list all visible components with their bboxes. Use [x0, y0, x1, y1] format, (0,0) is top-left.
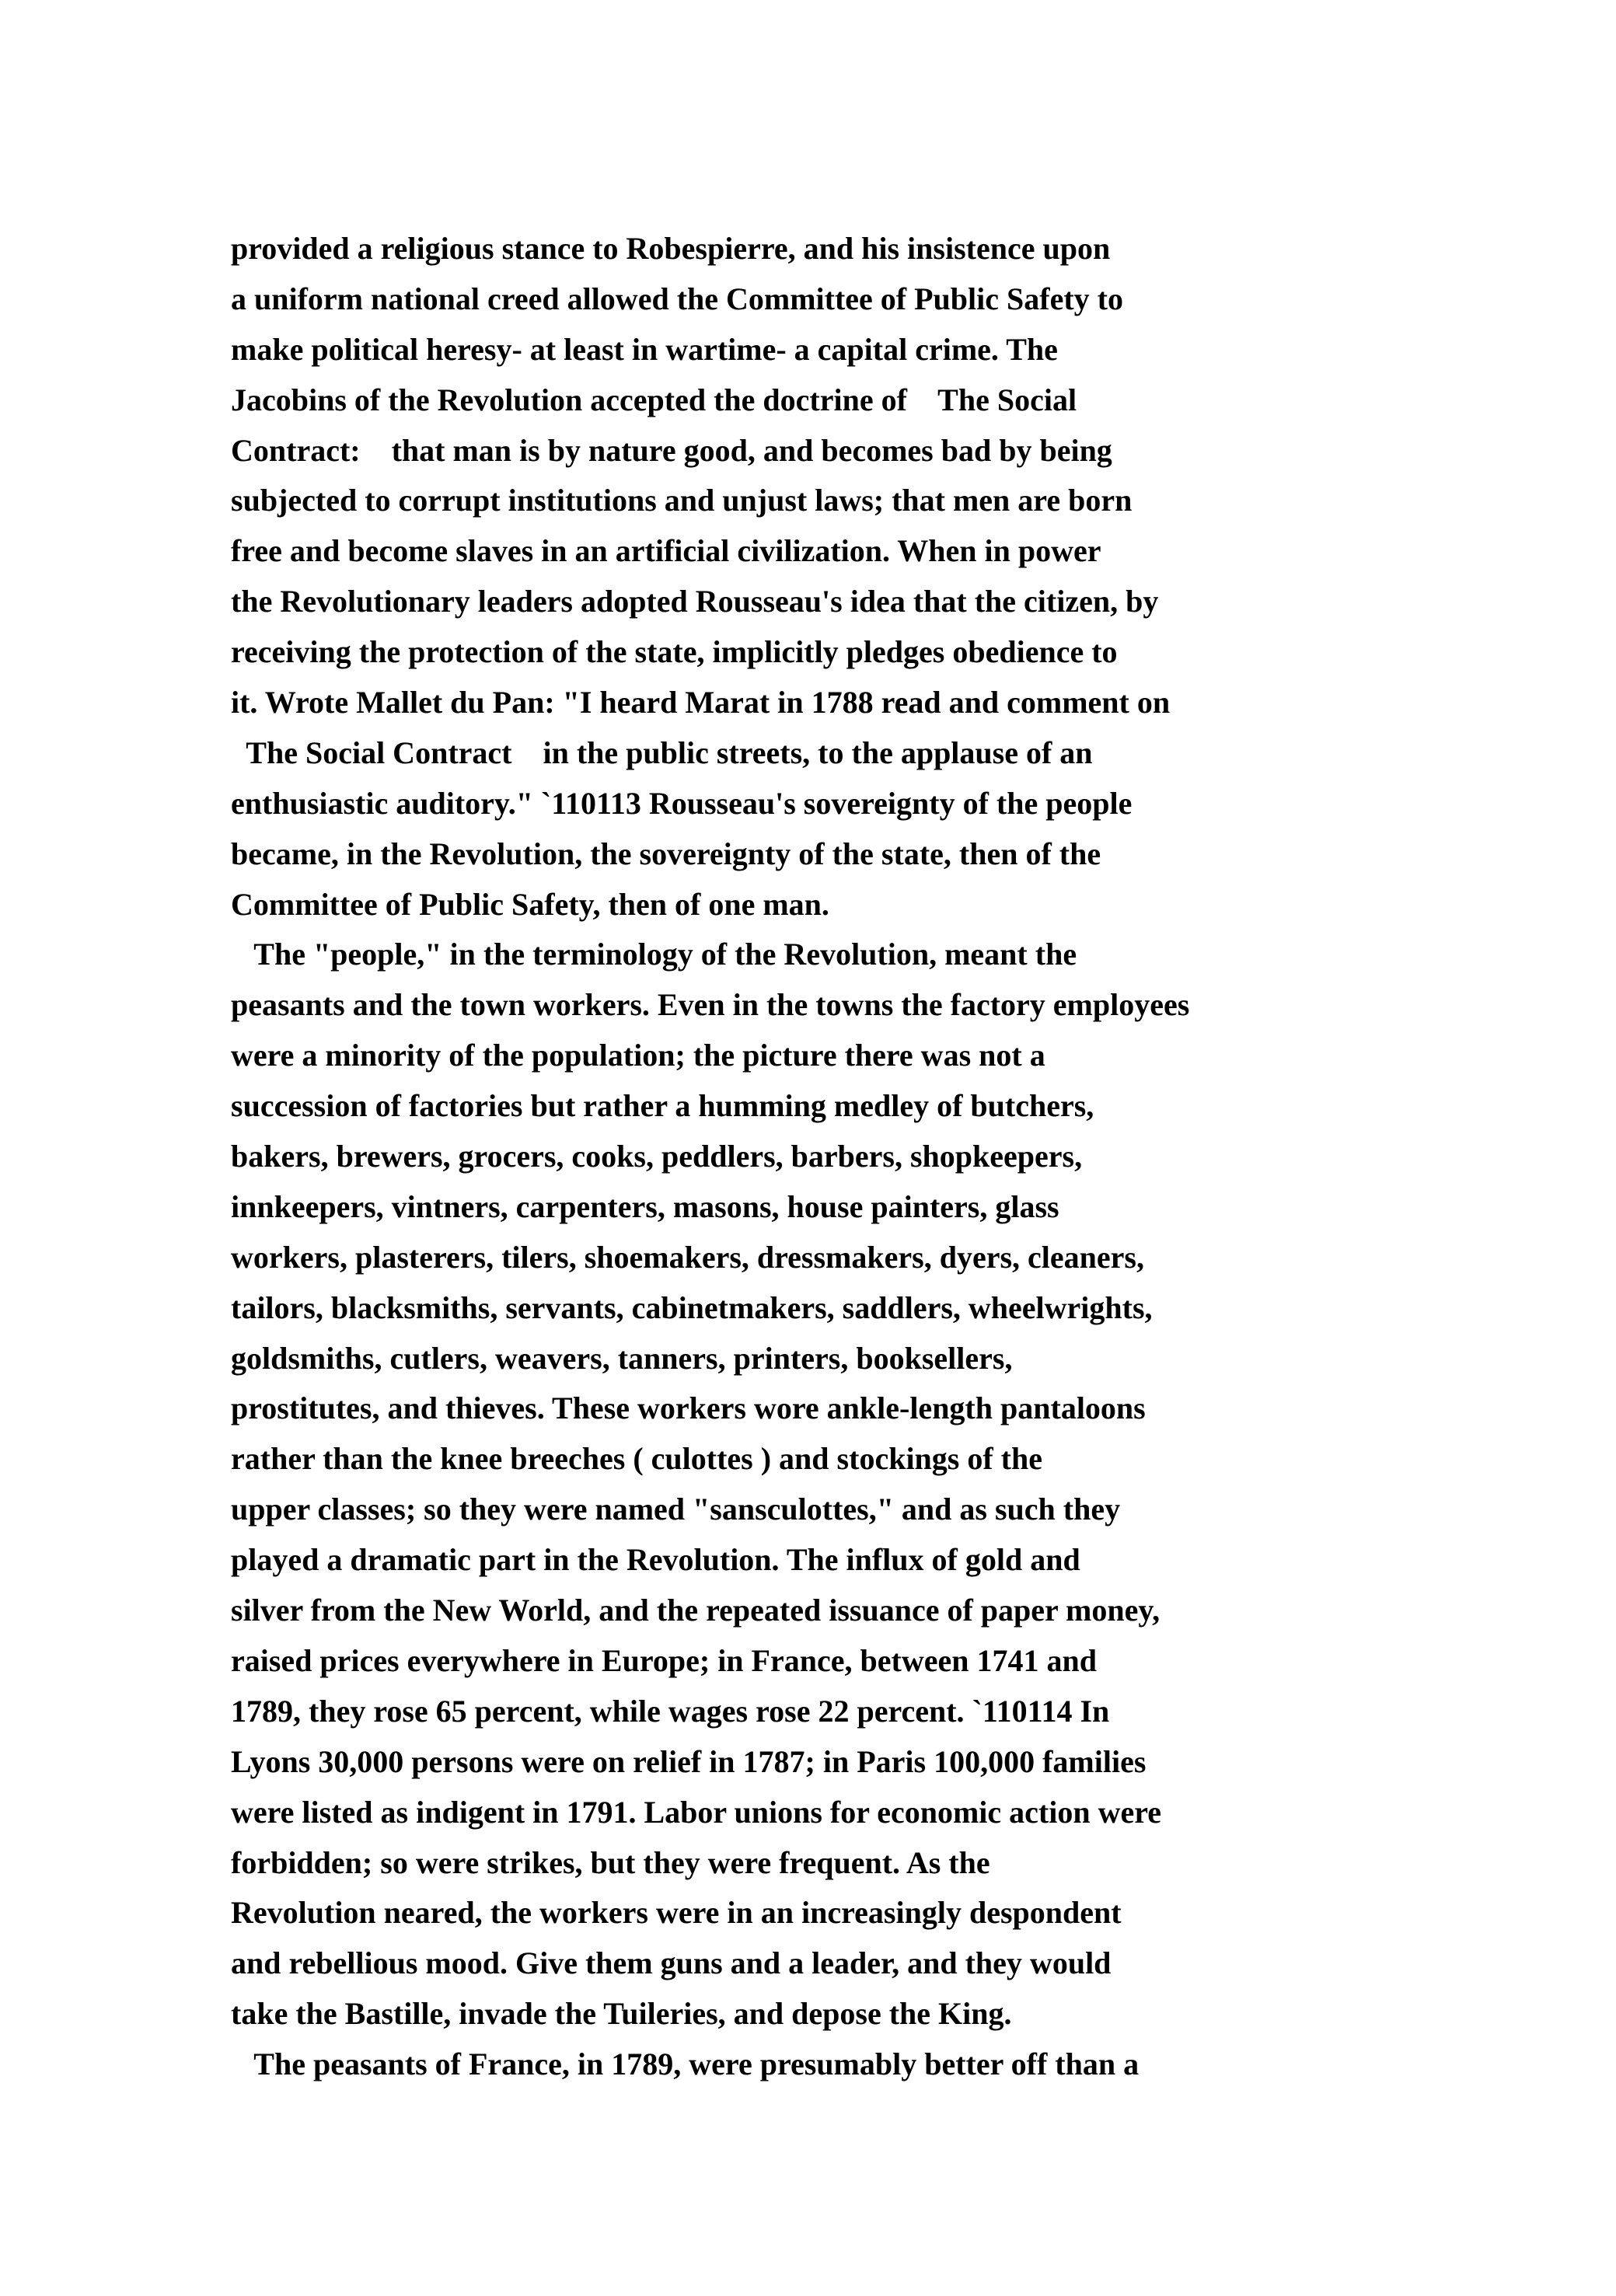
text-line: were listed as indigent in 1791. Labor unions for economic action were [231, 1794, 1162, 1830]
text-line: forbidden; so were strikes, but they were frequent. As the [231, 1844, 990, 1880]
text-line: became, in the Revolution, the sovereignty of the state, then of the [231, 836, 1101, 871]
text-line: the Revolutionary leaders adopted Rousseau's idea that the citizen, by [231, 584, 1159, 619]
text-line: upper classes; so they were named "sansculottes," and as such they [231, 1492, 1121, 1527]
text-line: it. Wrote Mallet du Pan: "I heard Marat in 1788 read and comment on [231, 685, 1171, 721]
text-line: make political heresy- at least in wartime- a capital crime. The [231, 331, 1058, 367]
text-line: bakers, brewers, grocers, cooks, peddlers, barbers, shopkeepers, [231, 1139, 1083, 1174]
text-line: prostitutes, and thieves. These workers wore ankle-length pantaloons [231, 1391, 1146, 1426]
text-line: The Social Contract in the public streets, to the applause of an [231, 735, 1093, 770]
body-text [231, 224, 1568, 2090]
text-line: receiving the protection of the state, implicitly pledges obedience to [231, 634, 1118, 670]
text-line: Revolution neared, the workers were in an increasingly despondent [231, 1895, 1122, 1931]
text-line: 1789, they rose 65 percent, while wages rose 22 percent. `110114 In [231, 1693, 1110, 1729]
text-line: played a dramatic part in the Revolution. The influx of gold and [231, 1542, 1080, 1578]
text-line: enthusiastic auditory." `110113 Rousseau's sovereignty of the people [231, 785, 1133, 821]
text-line: Committee of Public Safety, then of one man. [231, 886, 829, 922]
text-line: Lyons 30,000 persons were on relief in 1787; in Paris 100,000 families [231, 1743, 1147, 1779]
text-line: goldsmiths, cutlers, weavers, tanners, printers, booksellers, [231, 1340, 1013, 1376]
text-line: a uniform national creed allowed the Committee of Public Safety to [231, 281, 1123, 316]
text-line: silver from the New World, and the repeated issuance of paper money, [231, 1593, 1161, 1628]
text-line: take the Bastille, invade the Tuileries, and depose the King. [231, 1996, 1012, 2032]
text-line: subjected to corrupt institutions and unjust laws; that men are born [231, 483, 1133, 518]
text-line: provided a religious stance to Robespierre, and his insistence upon [231, 231, 1111, 266]
text-line: were a minority of the population; the picture there was not a [231, 1038, 1045, 1073]
text-line: free and become slaves in an artificial civilization. When in power [231, 533, 1101, 569]
text-line: succession of factories but rather a humming medley of butchers, [231, 1088, 1094, 1124]
text-line: raised prices everywhere in Europe; in France, between 1741 and [231, 1642, 1097, 1678]
text-line: innkeepers, vintners, carpenters, masons, house painters, glass [231, 1188, 1059, 1224]
text-line: Contract: that man is by nature good, and becomes bad by being [231, 432, 1112, 468]
text-line: tailors, blacksmiths, servants, cabinetmakers, saddlers, wheelwrights, [231, 1289, 1153, 1325]
text-line: and rebellious mood. Give them guns and a leader, and they would [231, 1945, 1112, 1981]
text-line: Jacobins of the Revolution accepted the doctrine of The Social [231, 382, 1077, 417]
text-line: workers, plasterers, tilers, shoemakers, dressmakers, dyers, cleaners, [231, 1239, 1144, 1275]
paragraph-start-line: The peasants of France, in 1789, were presumably better off than a [231, 2047, 1140, 2082]
text-line: peasants and the town workers. Even in the towns the factory employees [231, 987, 1190, 1023]
paragraph-start-line: The "people," in the terminology of the Revolution, meant the [231, 937, 1077, 972]
text-line: rather than the knee breeches ( culottes ) and stockings of the [231, 1441, 1043, 1477]
